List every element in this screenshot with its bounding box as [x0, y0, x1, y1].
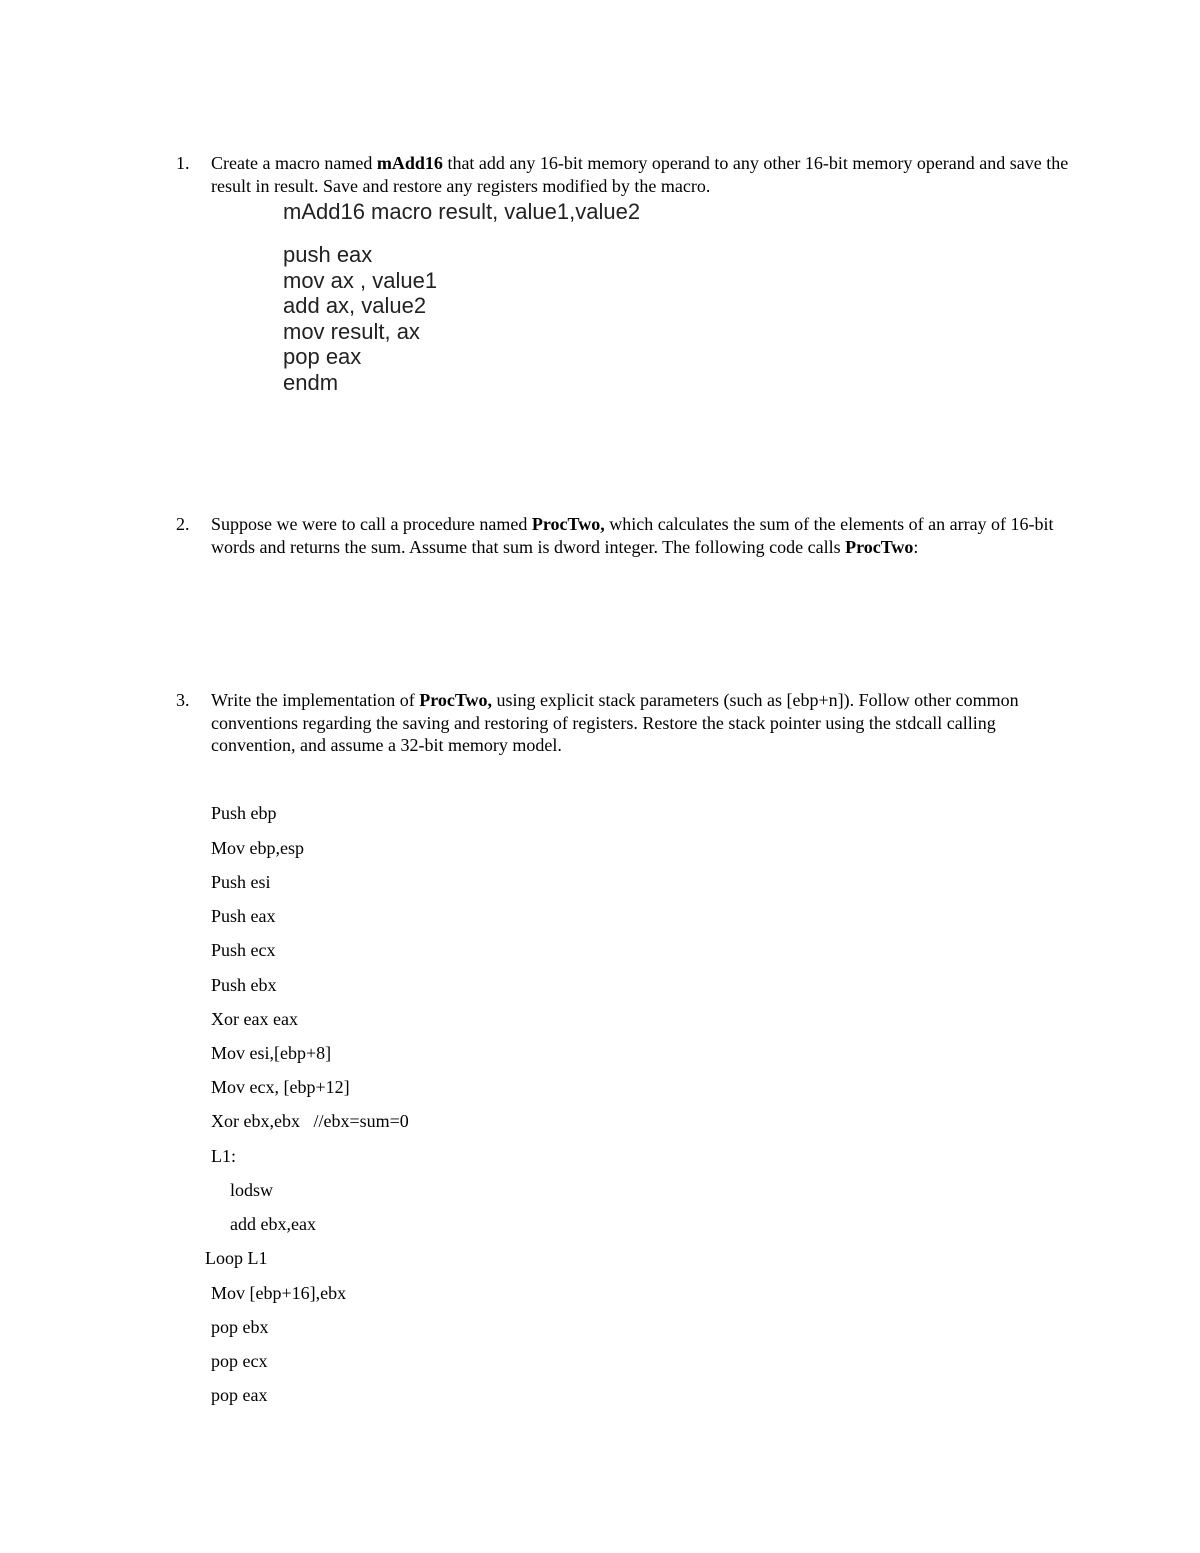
- question-2-proc-name: ProcTwo,: [531, 514, 605, 534]
- code-line: add ax, value2: [283, 293, 427, 318]
- code-line: mov result, ax: [283, 318, 420, 344]
- question-3-text-part: Write the implementation of: [211, 690, 420, 710]
- code-line: endm: [283, 369, 339, 395]
- code-line: Loop L1: [205, 1248, 268, 1268]
- code-line: pop eax: [283, 344, 362, 369]
- question-3-text-part: using explicit stack parameters (such as [ebp+n]). Follow other common conventions regarding the saving and restoring of registers. Restore the stack pointer using the stdcall calling convention, and assume a 32-bit memory model.: [211, 690, 1019, 755]
- question-2-text-part: Suppose we were to call a procedure named: [211, 514, 532, 534]
- macro-header-line: mAdd16 macro result, value1,value2: [283, 199, 641, 224]
- code-line: Push ebp: [211, 803, 277, 823]
- code-line: L1:: [211, 1146, 236, 1166]
- code-line: mov ax , value1: [283, 267, 438, 293]
- question-1-answer: [283, 199, 640, 225]
- question-2-proc-name: ProcTwo: [845, 536, 914, 557]
- code-line: Mov ecx, [ebp+12]: [211, 1077, 350, 1097]
- code-line: lodsw: [230, 1180, 274, 1200]
- question-3-proc-name: ProcTwo,: [419, 690, 493, 710]
- code-line: Mov esi,[ebp+8]: [211, 1043, 332, 1063]
- question-1-answer-body: [283, 242, 437, 395]
- code-line: Push ecx: [211, 940, 276, 960]
- code-line: add ebx,eax: [230, 1214, 316, 1234]
- code-line: Push eax: [211, 906, 276, 926]
- code-line: pop ebx: [211, 1317, 269, 1337]
- question-3-number: 3.: [176, 690, 190, 710]
- question-1-number: 1.: [176, 153, 190, 173]
- code-line: Push ebx: [211, 975, 277, 995]
- code-line: Mov ebp,esp: [211, 838, 304, 858]
- code-line: Mov [ebp+16],ebx: [211, 1283, 347, 1303]
- question-2-number: 2.: [176, 514, 190, 534]
- question-2-text: [211, 513, 1071, 558]
- question-2-text-part: which calculates the sum of the elements of an array of 16-bit words and returns the sum. Assume that sum is dword integer. The following code calls: [211, 514, 1054, 557]
- question-3-text: [211, 689, 1071, 757]
- code-line: Xor eax eax: [211, 1009, 298, 1029]
- question-1-text-part: Create a macro named: [211, 153, 377, 173]
- code-line: Push esi: [211, 872, 271, 892]
- code-line: Xor ebx,ebx //ebx=sum=0: [211, 1111, 409, 1131]
- question-1-text: [211, 152, 1071, 197]
- question-1-text-part: that add any 16-bit memory operand to any other 16-bit memory operand and save the result in result. Save and restore any registers modified by the macro.: [211, 153, 1069, 196]
- code-line: pop ecx: [211, 1351, 268, 1371]
- code-line: push eax: [283, 242, 373, 267]
- code-line: pop eax: [211, 1385, 268, 1405]
- question-1-macro-name: mAdd16: [376, 153, 443, 173]
- question-2-text-part: :: [913, 536, 919, 557]
